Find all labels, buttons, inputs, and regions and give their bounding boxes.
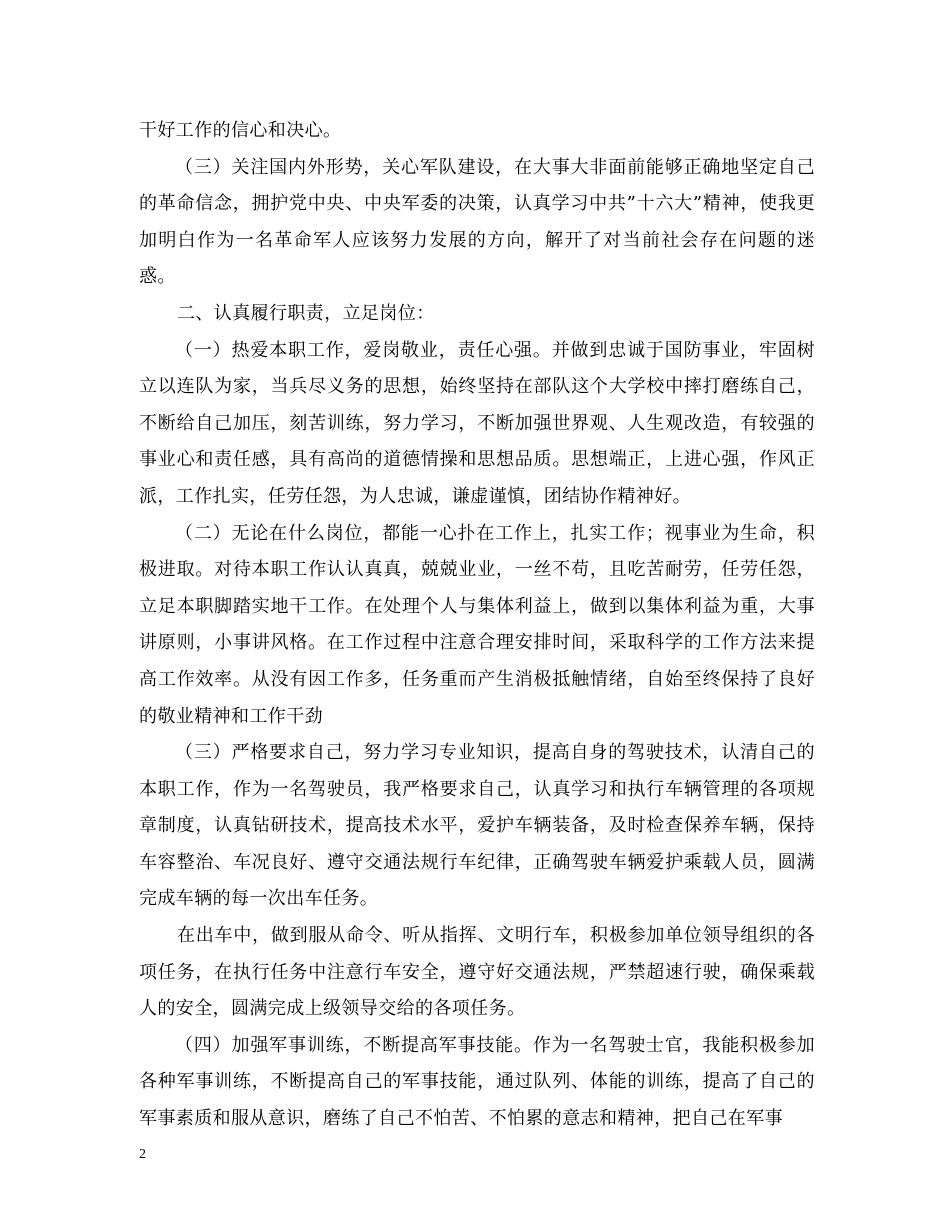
paragraph-section-three-situation: （三）关注国内外形势，关心军队建设，在大事大非面前能够正确地坚定自己的革命信念，拥护党中央、中央军委的决策，认真学习中共”十六大”精神，使我更加明白作为一名革命军人应该努力发展的方向，解开了对当前社会存在问题的迷惑。 bbox=[139, 156, 815, 288]
paragraph-continuation: 干好工作的信心和决心。 bbox=[139, 120, 342, 141]
page-number: 2 bbox=[139, 1147, 146, 1162]
document-body bbox=[139, 113, 815, 1138]
section-heading-duties: 二、认真履行职责，立足岗位： bbox=[177, 302, 435, 324]
paragraph-section-two-work: （二）无论在什么岗位，都能一心扑在工作上，扎实工作；视事业为生命，积极进取。对待本职工作认认真真，兢兢业业，一丝不苟，且吃苦耐劳，任劳任怨，立足本职脚踏实地干工作。在处理个人与集体利益上，做到以集体利益为重，大事讲原则，小事讲风格。在工作过程中注意合理安排时间，采取科学的工作方法来提高工作效率。从没有因工作多，任务重而产生消极抵触情绪，自始至终保持了良好的敬业精神和工作干劲 bbox=[139, 522, 815, 727]
paragraph-section-one-dedication: （一）热爱本职工作，爱岗敬业，责任心强。并做到忠诚于国防事业，牢固树立以连队为家，当兵尽义务的思想，始终坚持在部队这个大学校中摔打磨练自己，不断给自己加压，刻苦训练，努力学习，不断加强世界观、人生观改造，有较强的事业心和责任感，具有高尚的道德情操和思想品质。思想端正，上进心强，作风正派，工作扎实，任劳任怨，为人忠诚，谦虚谨慎，团结协作精神好。 bbox=[139, 339, 815, 507]
paragraph-section-four-training: （四）加强军事训练，不断提高军事技能。作为一名驾驶士官，我能积极参加各种军事训练，不断提高自己的军事技能，通过队列、体能的训练，提高了自己的军事素质和服从意识，磨练了自己不怕苦、不怕累的意志和精神，把自己在军事 bbox=[139, 1034, 815, 1130]
paragraph-section-three-driving: （三）严格要求自己，努力学习专业知识，提高自身的驾驶技术，认清自己的本职工作，作为一名驾驶员，我严格要求自己，认真学习和执行车辆管理的各项规章制度，认真钻研技术，提高技术水平，爱护车辆装备，及时检查保养车辆，保持车容整治、车况良好、遵守交通法规行车纪律，正确驾驶车辆爱护乘载人员，圆满完成车辆的每一次出车任务。 bbox=[139, 742, 815, 910]
paragraph-driving-safety: 在出车中，做到服从命令、听从指挥、文明行车，积极参加单位领导组织的各项任务，在执行任务中注意行车安全，遵守好交通法规，严禁超速行驶，确保乘载人的安全，圆满完成上级领导交给的各项任务。 bbox=[139, 925, 815, 1020]
